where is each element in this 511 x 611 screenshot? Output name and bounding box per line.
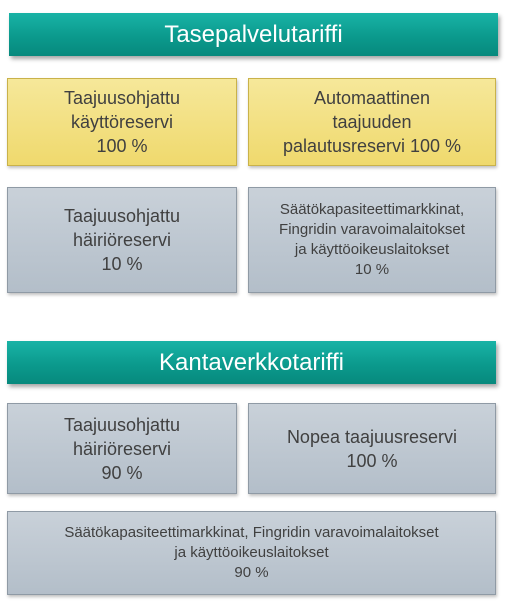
box-percent: 100 % <box>96 136 148 156</box>
box-line: ja käyttöoikeuslaitokset <box>174 544 329 561</box>
box-percent: 100 % <box>346 450 398 471</box>
box-percent: 90 % <box>101 462 143 483</box>
taajuusohjattu-hairioreservi-10-box <box>7 187 237 293</box>
box-line: Taajuusohjattu <box>63 414 181 435</box>
taajuusohjattu-kayttoreservi-box <box>7 78 237 166</box>
tasepalvelutariffi-header <box>9 13 498 56</box>
box-line: Säätökapasiteettimarkkinat, <box>279 201 465 218</box>
box-percent: 10 % <box>354 261 390 278</box>
box-line: Fingridin varavoimalaitokset <box>279 221 465 238</box>
kantaverkkotariffi-title: Kantaverkkotariffi <box>159 348 344 376</box>
box-line: häiriöreservi <box>72 230 172 250</box>
box-line: Taajuusohjattu <box>63 206 181 226</box>
box-line: käyttöreservi <box>70 112 174 132</box>
box-percent: palautusreservi 100 % <box>282 136 462 156</box>
automaattinen-palautusreservi-box <box>248 78 496 166</box>
kantaverkkotariffi-header <box>7 341 496 384</box>
nopea-taajuusreservi-box <box>248 403 496 494</box>
box-percent: 90 % <box>234 564 269 581</box>
box-line: häiriöreservi <box>72 438 172 459</box>
box-percent: 10 % <box>101 254 143 274</box>
box-line: Säätökapasiteettimarkkinat, Fingridin varavoimalaitokset <box>64 524 439 541</box>
box-line: taajuuden <box>332 112 412 132</box>
box-line: Automaattinen <box>313 88 431 108</box>
tasepalvelutariffi-title: Tasepalvelutariffi <box>164 20 343 48</box>
saatokapasiteettimarkkinat-10-box <box>248 187 496 293</box>
box-line: ja käyttöoikeuslaitokset <box>294 241 450 258</box>
box-line: Nopea taajuusreservi <box>286 426 458 447</box>
box-line: Taajuusohjattu <box>63 88 181 108</box>
saatokapasiteettimarkkinat-90-box <box>7 511 496 595</box>
taajuusohjattu-hairioreservi-90-box <box>7 403 237 494</box>
